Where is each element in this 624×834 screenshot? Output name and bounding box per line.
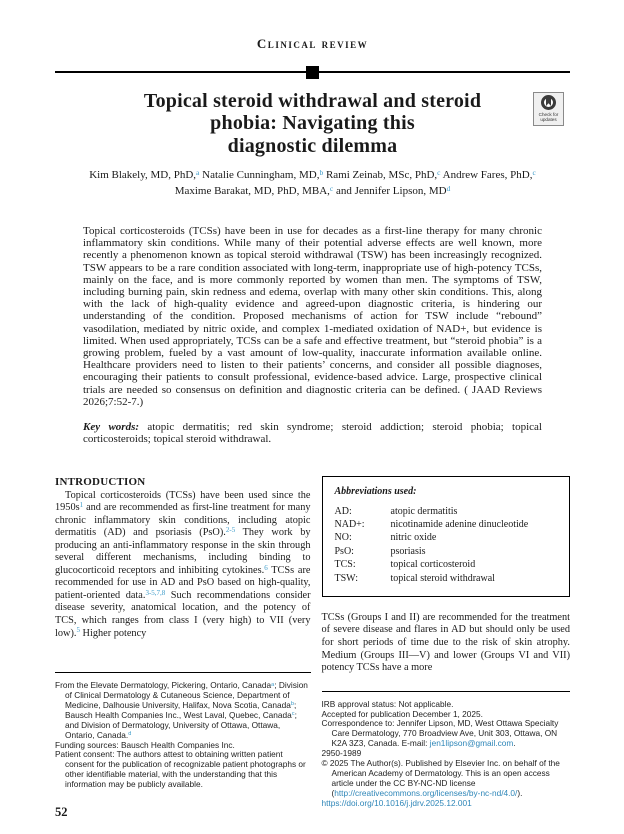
badge-label: Check for updates: [538, 112, 559, 123]
text-segment: .: [513, 738, 516, 749]
text-segment: Topical corticosteroids (TCSs) have been used since the 1950s: [55, 489, 311, 514]
text-segment: ; Division of Clinical Dermatology & Cutaneous Science, Department of Medicine, Dalhousie University, Halifax, Nova Scotia, Canada: [65, 680, 308, 710]
keywords-label: Key words:: [83, 421, 140, 434]
journal-section-header: Clinical review: [256, 36, 369, 51]
footnotes-right: [322, 700, 571, 809]
abbr-term: NO:: [334, 532, 352, 544]
footnote-divider-left: [55, 672, 311, 673]
footnote-divider-right: [322, 691, 571, 692]
text-segment: Rami Zeinab, MSc, PhD,: [323, 169, 438, 182]
text-segment: Patient consent: The authors attest to obtaining written patient consent for the publication of recognizable patient photographs or other identifiable material, with the understanding that this information may be publicly available.: [55, 749, 306, 790]
abbr-term: PsO:: [334, 545, 354, 557]
author-byline: [55, 168, 570, 200]
text-segment: and Jennifer Lipson, MD: [333, 185, 447, 198]
reference-superscript: c: [291, 711, 295, 718]
correspondence-footnote: [322, 719, 571, 749]
text-segment: Maxime Barakat, MD, PhD, MBA,: [174, 185, 330, 198]
abstract-paragraph: Topical corticosteroids (TCSs) have been in use for decades as a first-line therapy for many chronic inflammatory skin conditions. While many of their potential adverse effects are well known, more recently a phenomenon known as topical steroid withdrawal (TSW) has been increasingly recognized. TSW appears to be a rare condition associated with long-term, inappropriate use of high-potency TCSs, mainly on the face, and is more commonly reported by women than men. The symptoms of TSW, including burning pain, skin redness and edema, overlap with many other skin conditions. This, along with the lack of high-quality evidence and agreed-upon diagnostic criteria, is hindering our understanding of the condition. Proposed mechanisms of action for TSW include “rebound” vasodilation, mediated by nitric oxide, and complex 1-mediated oxidation of NAD+, but evidence is limited. When used appropriately, TCSs can be a safe and effective treatment, but “steroid phobia” is a growing problem, fueled by a vast amount of low-quality, inaccurate information available online. Healthcare providers need to listen to their patients’ concerns, and consider all possible diagnoses, encouraging their patients to consult professional, evidence-based advice. Large, prospective clinical trials are needed so consensus on definition and diagnostic criteria can be defined. ( JAAD Reviews 2026;7:52-7.): [83, 225, 542, 408]
reference-superscript: b: [319, 167, 324, 177]
abbr-definition: psoriasis: [390, 545, 426, 557]
reference-superscript: c: [437, 167, 441, 177]
text-segment: Kim Blakely, MD, PhD,: [89, 169, 197, 182]
introduction-heading: INTRODUCTION: [55, 475, 146, 488]
bookmark-icon: [546, 98, 551, 106]
text-segment: Correspondence to: Jennifer Lipson, MD, West Ottawa Specialty Care Dermatology, 770 Broadview Ave, Unit 303, Ottawa, ON K2A 3Z3, Canada. E-mail:: [321, 718, 559, 749]
title-line-1: Topical steroid withdrawal and steroid: [143, 90, 482, 112]
reference-superscript: 5: [76, 626, 80, 635]
text-segment: © 2025 The Author(s). Published by Elsevier Inc. on behalf of the American Academy of Dermatology. This is an open access article under the CC BY-NC-ND license (: [321, 758, 560, 798]
text-segment: Funding sources: Bausch Health Companies Inc.: [55, 739, 235, 750]
text-segment: Andrew Fares, PhD,: [440, 169, 533, 182]
text-segment: ; and Division of Dermatology, University of Ottawa, Ottawa, Ontario, Canada.: [65, 709, 297, 740]
text-segment: They work by producing an anti-inflammatory response in the skin through several different mechanisms, including binding to glucocorticoid receptors and inhibiting cytokines.: [55, 527, 311, 576]
footnotes-left: [55, 681, 311, 790]
reference-superscript: b: [290, 701, 294, 708]
text-segment: ; Bausch Health Companies Inc., West Laval, Quebec, Canada: [65, 699, 297, 720]
reference-superscript: d: [128, 731, 132, 738]
two-column-body: [55, 476, 570, 821]
divider-square-ornament: [306, 66, 319, 79]
copyright-footnote: [322, 759, 571, 799]
text-segment: Natalie Cunningham, MD,: [199, 169, 320, 182]
reference-superscript: d: [446, 183, 451, 193]
reference-superscript: 6: [264, 563, 268, 572]
abbr-term: TCS:: [334, 559, 356, 571]
author-line-2: [55, 184, 570, 200]
abbreviations-box: [322, 476, 571, 597]
abbr-definition: nicotinamide adenine dinucleotide: [390, 518, 529, 530]
left-column: [55, 476, 311, 821]
reference-superscript: 1: [79, 500, 84, 509]
text-segment: ).: [517, 787, 523, 798]
abbr-term: TSW:: [334, 572, 359, 584]
reference-superscript: a: [196, 167, 200, 177]
abbreviations-title: Abbreviations used:: [334, 485, 417, 497]
keywords-paragraph: [83, 421, 542, 445]
text-segment: Such recommendations consider disease severity, anatomical location, and the potency of TCS, which ranges from class I (very high) to VII (very low).: [55, 589, 311, 639]
article-title: [98, 90, 528, 157]
text-segment: TCSs are recommended for use in AD and PsO based on high-quality, patient-oriented data.: [55, 564, 311, 601]
patient-consent-footnote: [55, 750, 311, 790]
text-segment: Higher potency: [79, 627, 147, 639]
abbr-definition: topical corticosteroid: [390, 559, 476, 571]
text-segment: Accepted for publication December 1, 2025.: [321, 708, 483, 719]
text-segment: 2950-1989: [321, 748, 362, 759]
text-segment: atopic dermatitis; red skin syndrome; steroid addiction; steroid phobia; topical corticosteroids; topical steroid withdrawal.: [83, 421, 542, 446]
body-continuation-paragraph: TCSs (Groups I and II) are recommended for the treatment of severe disease and flares in AD but should only be used for short periods of time due to the risk of skin atrophy. Medium (Groups III—V) and lower (Groups VI and VII) potency TCSs have a more: [321, 611, 570, 674]
abbr-term: AD:: [334, 505, 352, 517]
abbreviations-list: [335, 505, 560, 585]
abbr-definition: topical steroid withdrawal: [390, 572, 495, 584]
abbr-definition: nitric oxide: [390, 532, 437, 544]
doi-footnote: [322, 799, 571, 809]
text-segment: From the Elevate Dermatology, Pickering, Ontario, Canada: [55, 680, 272, 691]
abbr-term: NAD+:: [334, 518, 365, 530]
page-number: 52: [55, 805, 68, 820]
right-column: [322, 476, 571, 821]
doi-link[interactable]: https://doi.org/10.1016/j.jdrv.2025.12.001: [321, 797, 472, 808]
reference-superscript: c: [329, 183, 334, 193]
introduction-paragraph: [55, 490, 311, 641]
author-line-1: [55, 168, 570, 184]
section-divider: [55, 66, 570, 79]
crossmark-icon: [541, 95, 556, 110]
reference-superscript: a: [271, 681, 275, 688]
reference-superscript: 2-5: [225, 526, 236, 534]
title-line-3: diagnostic dilemma: [227, 134, 398, 157]
reference-superscript: c: [532, 167, 536, 177]
check-for-updates-badge[interactable]: [533, 92, 564, 126]
text-segment: and are recommended as first-line treatment for many chronic inflammatory skin conditions, including atopic dermatitis (AD) and psoriasis (PsO).: [55, 502, 311, 539]
text-segment: IRB approval status: Not applicable.: [321, 698, 454, 709]
abbr-definition: atopic dermatitis: [390, 505, 458, 517]
email-link[interactable]: jen1lipson@gmail.com: [429, 738, 514, 749]
title-line-2: phobia: Navigating this: [210, 112, 415, 135]
reference-superscript: 3-5,7,8: [145, 588, 166, 597]
affiliations-footnote: [55, 681, 311, 740]
license-link[interactable]: http://creativecommons.org/licenses/by-nc-nd/4.0/: [334, 787, 518, 798]
